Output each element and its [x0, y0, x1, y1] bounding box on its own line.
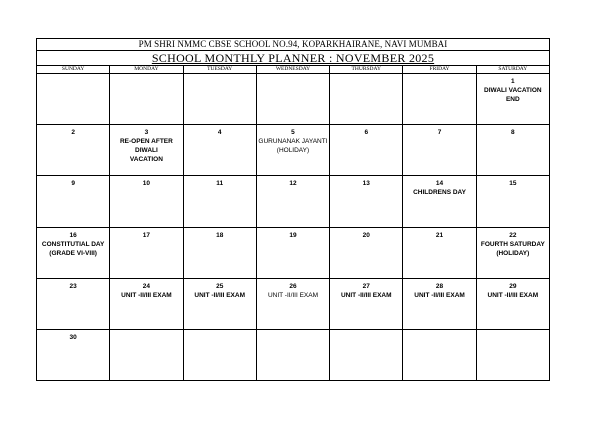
day-cell	[257, 330, 330, 380]
event-note: RE-OPEN AFTER DIWALI VACATION	[119, 138, 173, 164]
date-number: 16	[69, 231, 77, 239]
day-cell	[403, 330, 476, 380]
day-header-friday: FRIDAY	[403, 66, 476, 73]
day-cell	[257, 125, 330, 175]
day-cell	[477, 125, 549, 175]
date-number: 28	[435, 282, 444, 290]
day-cell	[110, 228, 183, 278]
event-note: GURUNANAK JAYANTI (HOLIDAY)	[258, 138, 328, 155]
date-number: 9	[71, 180, 75, 188]
day-header-monday: MONDAY	[110, 66, 183, 73]
date-number: 10	[142, 180, 151, 188]
date-number: 3	[144, 129, 149, 137]
day-cell	[184, 228, 257, 278]
day-cell	[330, 330, 403, 380]
date-number: 20	[362, 231, 370, 239]
day-cell	[403, 125, 476, 175]
day-cell	[477, 330, 549, 380]
day-cell	[37, 279, 110, 329]
day-cell	[257, 176, 330, 226]
date-number: 7	[437, 129, 442, 137]
week-row	[37, 228, 549, 279]
day-cell	[110, 330, 183, 380]
day-cell	[110, 279, 183, 329]
event-note: CONSTITUTIAL DAY (GRADE VI-VIII)	[41, 240, 105, 257]
day-cell	[477, 279, 549, 329]
date-number: 1	[511, 78, 515, 85]
week-row	[37, 330, 549, 380]
day-cell	[330, 228, 403, 278]
date-number: 30	[69, 333, 77, 341]
day-header-sunday: SUNDAY	[37, 66, 110, 73]
date-number: 2	[71, 129, 75, 137]
day-cell	[330, 74, 403, 124]
day-header-row	[37, 66, 549, 74]
event-note: UNIT -II/III EXAM	[340, 291, 392, 299]
day-header-thursday: THURSDAY	[330, 66, 403, 73]
day-cell	[184, 330, 257, 380]
week-row	[37, 125, 549, 176]
day-cell	[330, 125, 403, 175]
day-header-wednesday: WEDNESDAY	[257, 66, 330, 73]
event-note: DIWALI VACATION END	[484, 87, 542, 103]
date-number: 4	[217, 129, 222, 137]
date-number: 13	[362, 180, 370, 188]
monthly-planner	[36, 38, 550, 381]
date-number: 25	[216, 282, 224, 290]
date-number: 26	[289, 282, 297, 290]
date-number: 27	[362, 282, 370, 290]
day-header-tuesday: TUESDAY	[184, 66, 257, 73]
event-note: UNIT -II/III EXAM	[414, 291, 465, 299]
week-row	[37, 176, 549, 227]
day-cell	[184, 125, 257, 175]
date-number: 18	[216, 231, 224, 239]
day-cell	[403, 279, 476, 329]
day-cell	[477, 176, 549, 226]
day-cell	[257, 228, 330, 278]
date-number: 19	[289, 231, 297, 239]
day-cell	[403, 74, 476, 124]
day-cell	[110, 74, 183, 124]
date-number: 21	[435, 231, 444, 239]
date-number: 29	[509, 282, 517, 290]
day-cell	[110, 176, 183, 226]
date-number: 12	[289, 180, 297, 188]
day-cell	[257, 74, 330, 124]
event-note: CHILDRENS DAY	[413, 189, 466, 197]
day-cell	[257, 279, 330, 329]
day-cell	[184, 74, 257, 124]
date-number: 6	[364, 129, 369, 137]
event-note: UNIT -II/III EXAM	[121, 291, 172, 299]
day-cell	[477, 74, 549, 124]
day-cell	[110, 125, 183, 175]
date-number: 5	[291, 129, 295, 137]
calendar-grid	[37, 74, 549, 380]
date-number: 11	[216, 180, 224, 188]
day-cell	[37, 74, 110, 124]
date-number: 15	[509, 180, 517, 188]
date-number: 14	[435, 180, 444, 188]
date-number: 24	[142, 282, 151, 290]
day-cell	[403, 176, 476, 226]
day-cell	[184, 279, 257, 329]
date-number: 8	[511, 129, 515, 137]
school-name-header: PM SHRI NMMC CBSE SCHOOL NO.94, KOPARKHAIRANE, NAVI MUMBAI	[37, 39, 549, 51]
day-cell	[37, 125, 110, 175]
event-note: UNIT -II/III EXAM	[194, 291, 245, 299]
week-row	[37, 279, 549, 330]
date-number: 22	[509, 231, 517, 239]
day-cell	[477, 228, 549, 278]
day-cell	[37, 228, 110, 278]
date-number: 17	[142, 231, 151, 239]
week-row	[37, 74, 549, 125]
day-cell	[330, 176, 403, 226]
day-cell	[37, 176, 110, 226]
event-note: UNIT -II/III EXAM	[487, 291, 539, 299]
planner-title: SCHOOL MONTHLY PLANNER : NOVEMBER 2025	[37, 51, 549, 66]
day-cell	[184, 176, 257, 226]
day-cell	[330, 279, 403, 329]
day-cell	[403, 228, 476, 278]
day-header-saturday: SATURDAY	[498, 66, 528, 72]
day-cell	[37, 330, 110, 380]
event-note: UNIT -II/III EXAM	[267, 291, 319, 299]
date-number: 23	[69, 282, 77, 290]
event-note: FOURTH SATURDAY (HOLIDAY)	[480, 240, 545, 257]
